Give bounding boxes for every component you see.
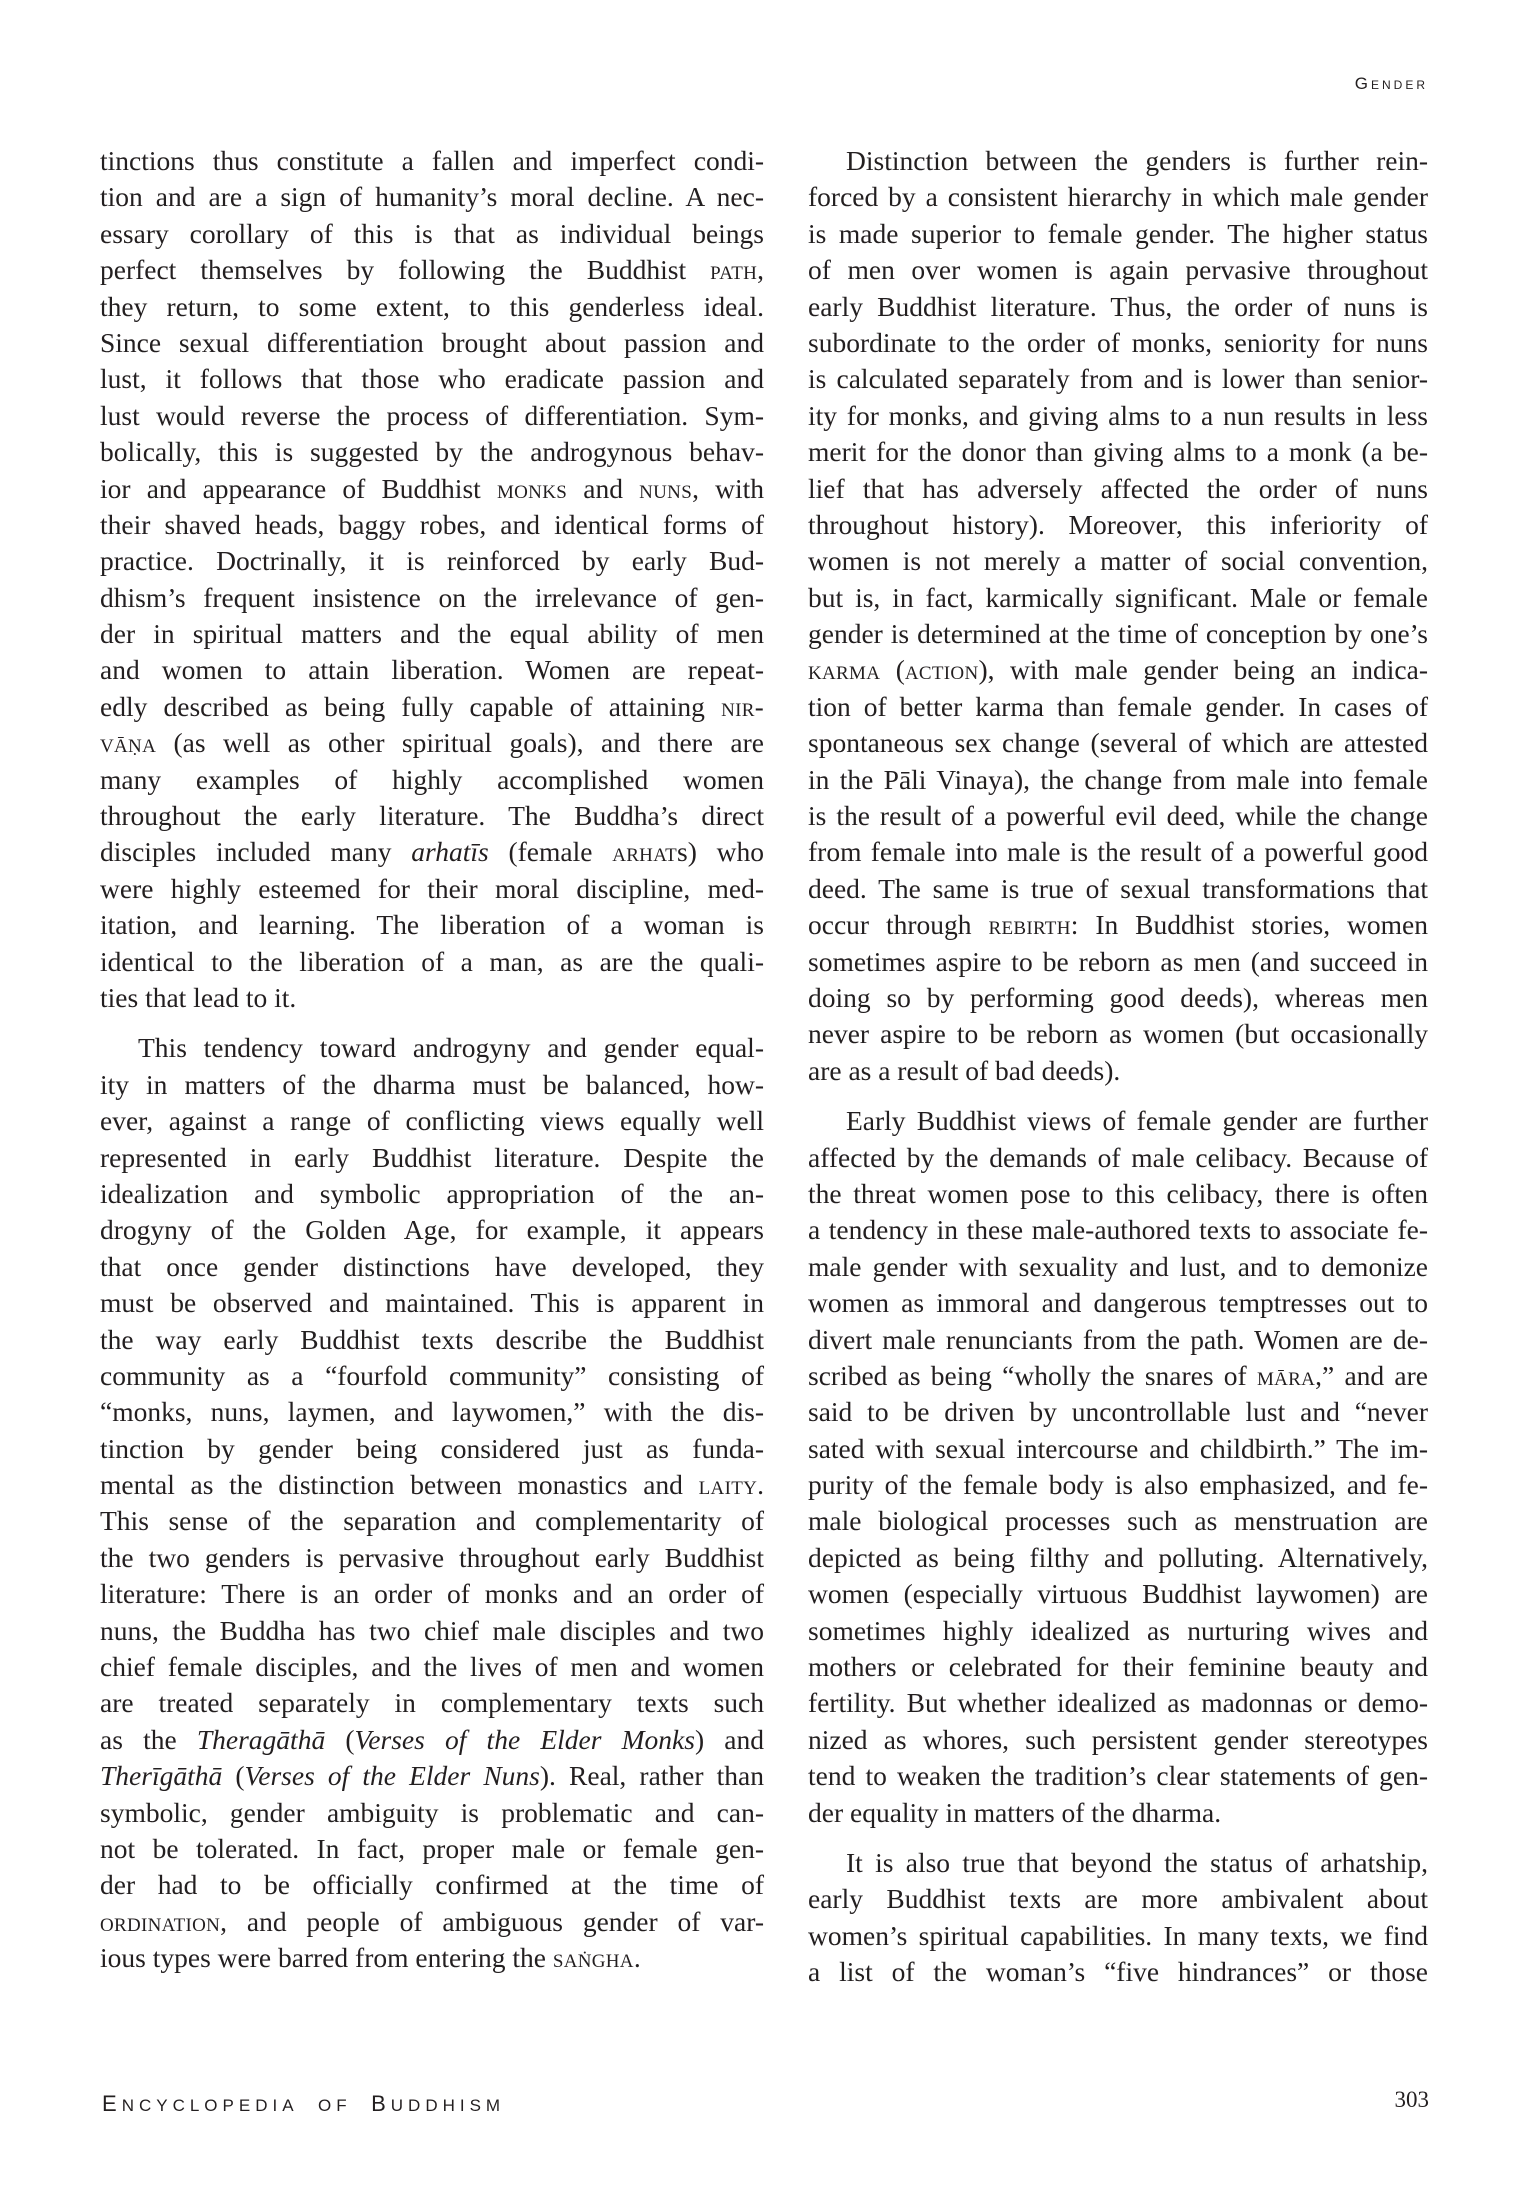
text-run: purity of the female body is also emphasized, and fe- bbox=[808, 1469, 1428, 1501]
italic-text: Theragāthā bbox=[196, 1723, 326, 1755]
text-run: women is not merely a matter of social convention, bbox=[808, 545, 1428, 577]
book-title-word: OF bbox=[318, 2096, 352, 2115]
text-run: perfect themselves by following the Buddhist bbox=[100, 254, 711, 286]
text-run: the two genders is pervasive throughout early Buddhist bbox=[100, 1541, 764, 1573]
text-run: ), with male gender being an indica- bbox=[978, 654, 1428, 686]
text-line bbox=[808, 1212, 1428, 1248]
text-run: subordinate to the order of monks, seniority for nuns bbox=[808, 326, 1428, 358]
text-line bbox=[100, 1722, 764, 1758]
text-run: sometimes highly idealized as nurturing wives and bbox=[808, 1614, 1428, 1646]
text-run: . bbox=[633, 1942, 641, 1974]
text-line bbox=[808, 652, 1428, 688]
text-line bbox=[100, 1940, 764, 1976]
text-line bbox=[100, 762, 764, 798]
text-line bbox=[808, 1540, 1428, 1576]
text-run: merit for the donor than giving alms to a monk (a be- bbox=[808, 436, 1428, 468]
text-line bbox=[100, 1467, 764, 1503]
text-line bbox=[808, 1140, 1428, 1176]
text-column-right bbox=[808, 143, 1428, 1991]
text-run: divert male renunciants from the path. Women are de- bbox=[808, 1323, 1428, 1355]
text-line bbox=[100, 252, 764, 288]
text-run: drogyny of the Golden Age, for example, it appears bbox=[100, 1214, 764, 1246]
text-line bbox=[100, 1831, 764, 1867]
text-run: early Buddhist literature. Thus, the order of nuns is bbox=[808, 290, 1428, 322]
text-run: , and people of ambiguous gender of var- bbox=[220, 1905, 764, 1937]
italic-text: Verses of the Elder Nuns bbox=[244, 1760, 540, 1792]
text-run: ( bbox=[325, 1723, 355, 1755]
text-run: identical to the liberation of a man, as are the quali- bbox=[100, 945, 764, 977]
text-run: represented in early Buddhist literature. Despite the bbox=[100, 1141, 764, 1173]
text-line bbox=[100, 179, 764, 215]
text-run: edly described as being fully capable of attaining bbox=[100, 690, 722, 722]
book-title-footer bbox=[102, 2091, 505, 2117]
text-line bbox=[100, 1394, 764, 1430]
text-run: is the result of a powerful evil deed, while the change bbox=[808, 800, 1428, 832]
text-run: throughout history). Moreover, this inferiority of bbox=[808, 508, 1428, 540]
text-run: ior and appearance of Buddhist bbox=[100, 472, 497, 504]
text-line bbox=[100, 834, 764, 870]
text-line bbox=[100, 1030, 764, 1066]
text-line bbox=[100, 871, 764, 907]
text-run: dhism’s frequent insistence on the irrelevance of gen- bbox=[100, 581, 764, 613]
text-line bbox=[100, 1613, 764, 1649]
text-run: are treated separately in complementary texts such bbox=[100, 1687, 764, 1719]
running-head: Gender bbox=[1354, 74, 1428, 93]
text-run: ious types were barred from entering the bbox=[100, 1942, 553, 1974]
text-run: affected by the demands of male celibacy. Because of bbox=[808, 1141, 1428, 1173]
text-line bbox=[100, 1431, 764, 1467]
text-line bbox=[808, 1016, 1428, 1052]
text-run: forced by a consistent hierarchy in which male gender bbox=[808, 181, 1428, 213]
text-line bbox=[808, 325, 1428, 361]
text-run: said to be driven by uncontrollable lust and “never bbox=[808, 1396, 1428, 1428]
text-run: symbolic, gender ambiguity is problematic and can- bbox=[100, 1796, 764, 1828]
text-run: Since sexual differentiation brought about passion and bbox=[100, 326, 764, 358]
text-line bbox=[808, 1103, 1428, 1139]
text-run: Early Buddhist views of female gender are further bbox=[846, 1105, 1428, 1137]
text-run: nized as whores, such persistent gender stereotypes bbox=[808, 1723, 1428, 1755]
cross-reference: path bbox=[710, 255, 758, 286]
text-line bbox=[100, 361, 764, 397]
text-line bbox=[808, 689, 1428, 725]
text-line bbox=[808, 1845, 1428, 1881]
text-line bbox=[808, 1685, 1428, 1721]
text-line bbox=[100, 471, 764, 507]
cross-reference: laity bbox=[698, 1470, 758, 1501]
book-title-word: ENCYCLOPEDIA bbox=[102, 2091, 299, 2116]
text-line bbox=[100, 1758, 764, 1794]
text-run: lust would reverse the process of differentiation. Sym- bbox=[100, 399, 764, 431]
text-line bbox=[808, 1918, 1428, 1954]
text-line bbox=[808, 1722, 1428, 1758]
cross-reference: action bbox=[904, 655, 979, 686]
text-line bbox=[808, 289, 1428, 325]
text-run: s) who bbox=[677, 836, 764, 868]
text-line bbox=[808, 944, 1428, 980]
text-run: many examples of highly accomplished women bbox=[100, 763, 764, 795]
text-run: women (especially virtuous Buddhist laywomen) are bbox=[808, 1578, 1428, 1610]
text-run: of men over women is again pervasive throughout bbox=[808, 254, 1428, 286]
text-run: itation, and learning. The liberation of a woman is bbox=[100, 909, 764, 941]
text-run: ) and bbox=[694, 1723, 764, 1755]
text-run: disciples included many bbox=[100, 836, 412, 868]
text-line bbox=[808, 179, 1428, 215]
text-line bbox=[808, 1053, 1428, 1089]
cross-reference: rebirth bbox=[988, 910, 1071, 941]
text-line bbox=[808, 1176, 1428, 1212]
text-run: bolically, this is suggested by the androgynous behav- bbox=[100, 436, 764, 468]
text-run: tend to weaken the tradition’s clear statements of gen- bbox=[808, 1760, 1428, 1792]
cross-reference: monks bbox=[496, 473, 568, 504]
text-run: mothers or celebrated for their feminine beauty and bbox=[808, 1651, 1428, 1683]
italic-text: Therīgāthā bbox=[100, 1760, 223, 1792]
text-run: tion of better karma than female gender. In cases of bbox=[808, 690, 1428, 722]
text-line bbox=[808, 1613, 1428, 1649]
text-run: women’s spiritual capabilities. In many texts, we find bbox=[808, 1919, 1428, 1951]
text-run: were highly esteemed for their moral discipline, med- bbox=[100, 872, 764, 904]
text-run: the way early Buddhist texts describe the Buddhist bbox=[100, 1323, 764, 1355]
text-line bbox=[100, 325, 764, 361]
text-line bbox=[100, 652, 764, 688]
text-line bbox=[808, 1576, 1428, 1612]
text-line bbox=[808, 580, 1428, 616]
text-run: lief that has adversely affected the order of nuns bbox=[808, 472, 1428, 504]
text-line bbox=[100, 507, 764, 543]
paragraph bbox=[808, 1845, 1428, 1991]
text-run: fertility. But whether idealized as madonnas or demo- bbox=[808, 1687, 1428, 1719]
text-line bbox=[100, 1685, 764, 1721]
text-line bbox=[100, 1503, 764, 1539]
text-run: “monks, nuns, laymen, and laywomen,” with the dis- bbox=[100, 1396, 764, 1428]
text-run: This sense of the separation and complementarity of bbox=[100, 1505, 764, 1537]
text-line bbox=[808, 216, 1428, 252]
text-line bbox=[100, 689, 764, 725]
text-line bbox=[808, 1503, 1428, 1539]
text-run: they return, to some extent, to this genderless ideal. bbox=[100, 290, 764, 322]
text-run: and women to attain liberation. Women are repeat- bbox=[100, 654, 764, 686]
text-run: women as immoral and dangerous temptresses out to bbox=[808, 1287, 1428, 1319]
text-run: never aspire to be reborn as women (but occasionally bbox=[808, 1018, 1428, 1050]
text-run: is calculated separately from and is lower than senior- bbox=[808, 363, 1428, 395]
italic-text: arhatīs bbox=[411, 836, 489, 868]
text-line bbox=[100, 1576, 764, 1612]
text-line bbox=[808, 143, 1428, 179]
text-line bbox=[100, 1795, 764, 1831]
text-run: . bbox=[757, 1469, 764, 1501]
text-line bbox=[100, 907, 764, 943]
text-run: and bbox=[567, 472, 640, 504]
text-line bbox=[808, 507, 1428, 543]
text-line bbox=[100, 1540, 764, 1576]
text-line bbox=[808, 834, 1428, 870]
text-run: chief female disciples, and the lives of men and women bbox=[100, 1651, 764, 1683]
text-run: (as well as other spiritual goals), and there are bbox=[156, 727, 764, 759]
text-run: practice. Doctrinally, it is reinforced by early Bud- bbox=[100, 545, 764, 577]
text-line bbox=[808, 1954, 1428, 1990]
text-line bbox=[100, 1249, 764, 1285]
cross-reference: karma bbox=[808, 655, 881, 686]
text-run: ( bbox=[222, 1760, 245, 1792]
paragraph bbox=[100, 1030, 764, 1976]
text-line bbox=[808, 1467, 1428, 1503]
text-run: must be observed and maintained. This is apparent in bbox=[100, 1287, 764, 1319]
text-line bbox=[100, 1649, 764, 1685]
text-line bbox=[100, 398, 764, 434]
text-line bbox=[808, 725, 1428, 761]
text-line bbox=[100, 216, 764, 252]
text-run: der had to be officially confirmed at the time of bbox=[100, 1869, 764, 1901]
text-run: ties that lead to it. bbox=[100, 981, 297, 1013]
text-line bbox=[808, 1322, 1428, 1358]
text-line bbox=[100, 1067, 764, 1103]
text-run: , bbox=[757, 254, 764, 286]
text-column-left bbox=[100, 143, 764, 1977]
text-line bbox=[808, 980, 1428, 1016]
text-run: gender is determined at the time of conception by one’s bbox=[808, 618, 1428, 650]
text-run: in the Pāli Vinaya), the change from male into female bbox=[808, 763, 1428, 795]
text-line bbox=[100, 1285, 764, 1321]
text-line bbox=[808, 1758, 1428, 1794]
text-line bbox=[100, 543, 764, 579]
text-line bbox=[100, 1322, 764, 1358]
text-line bbox=[100, 1212, 764, 1248]
text-line bbox=[100, 1103, 764, 1139]
text-line bbox=[808, 871, 1428, 907]
text-run: male biological processes such as menstruation are bbox=[808, 1505, 1428, 1537]
text-line bbox=[100, 434, 764, 470]
text-line bbox=[808, 434, 1428, 470]
text-line bbox=[808, 762, 1428, 798]
text-run: doing so by performing good deeds), whereas men bbox=[808, 981, 1428, 1013]
text-run: ,” and are bbox=[1315, 1359, 1428, 1391]
paragraph bbox=[100, 143, 764, 1016]
text-run: are as a result of bad deeds). bbox=[808, 1054, 1121, 1086]
text-run: Distinction between the genders is further rein- bbox=[846, 145, 1428, 176]
text-run: that once gender distinctions have developed, they bbox=[100, 1250, 764, 1282]
text-line bbox=[808, 1394, 1428, 1430]
text-run: throughout the early literature. The Buddha’s direct bbox=[100, 800, 764, 832]
text-line bbox=[808, 252, 1428, 288]
text-run: the threat women pose to this celibacy, there is often bbox=[808, 1177, 1428, 1209]
text-run: nuns, the Buddha has two chief male disciples and two bbox=[100, 1614, 764, 1646]
text-run: spontaneous sex change (several of which are attested bbox=[808, 727, 1428, 759]
text-run: deed. The same is true of sexual transformations that bbox=[808, 872, 1428, 904]
text-line bbox=[100, 289, 764, 325]
text-run: : In Buddhist stories, women bbox=[1070, 909, 1428, 941]
text-run: a tendency in these male-authored texts to associate fe- bbox=[808, 1214, 1428, 1246]
paragraph bbox=[808, 1103, 1428, 1831]
text-line bbox=[808, 1881, 1428, 1917]
text-run: male gender with sexuality and lust, and to demonize bbox=[808, 1250, 1428, 1282]
text-line bbox=[808, 1285, 1428, 1321]
text-run: community as a “fourfold community” consisting of bbox=[100, 1359, 764, 1391]
cross-reference: māra bbox=[1256, 1360, 1316, 1391]
text-run: sometimes aspire to be reborn as men (and succeed in bbox=[808, 945, 1428, 977]
book-title-word: BUDDHISM bbox=[371, 2091, 506, 2116]
text-run: tinction by gender being considered just as funda- bbox=[100, 1432, 764, 1464]
text-run: der in spiritual matters and the equal ability of men bbox=[100, 618, 764, 650]
text-line bbox=[100, 616, 764, 652]
text-run: not be tolerated. In fact, proper male or female gen- bbox=[100, 1832, 764, 1864]
cross-reference: vāṇa bbox=[100, 728, 157, 759]
text-run: ity in matters of the dharma must be balanced, how- bbox=[100, 1068, 764, 1100]
text-line bbox=[808, 907, 1428, 943]
text-run: ity for monks, and giving alms to a nun results in less bbox=[808, 399, 1428, 431]
text-line bbox=[808, 798, 1428, 834]
text-run: , with bbox=[692, 472, 764, 504]
text-run: from female into male is the result of a powerful good bbox=[808, 836, 1428, 868]
text-line bbox=[100, 980, 764, 1016]
italic-text: Verses of the Elder Monks bbox=[354, 1723, 695, 1755]
text-line bbox=[100, 1867, 764, 1903]
text-run: ). Real, rather than bbox=[539, 1760, 764, 1792]
text-run: ( bbox=[880, 654, 905, 686]
text-line bbox=[100, 580, 764, 616]
page-number: 303 bbox=[1394, 2087, 1429, 2112]
text-run: scribed as being “wholly the snares of bbox=[808, 1359, 1257, 1391]
cross-reference: arhat bbox=[612, 837, 678, 868]
text-run: depicted as being filthy and polluting. Alternatively, bbox=[808, 1541, 1428, 1573]
text-run: a list of the woman’s “five hindrances” or those bbox=[808, 1956, 1428, 1988]
text-line bbox=[808, 398, 1428, 434]
cross-reference: ordination bbox=[100, 1906, 221, 1937]
text-line bbox=[808, 1249, 1428, 1285]
text-line bbox=[808, 1649, 1428, 1685]
text-line bbox=[100, 725, 764, 761]
text-run: der equality in matters of the dharma. bbox=[808, 1796, 1222, 1828]
text-run: It is also true that beyond the status of arhatship, bbox=[846, 1846, 1428, 1878]
text-line bbox=[808, 1795, 1428, 1831]
text-line bbox=[100, 944, 764, 980]
text-run: tion and are a sign of humanity’s moral decline. A nec- bbox=[100, 181, 764, 213]
text-run: (female bbox=[488, 836, 613, 868]
text-line bbox=[808, 1358, 1428, 1394]
text-run: mental as the distinction between monastics and bbox=[100, 1469, 699, 1501]
text-run: tinctions thus constitute a fallen and imperfect condi- bbox=[100, 145, 764, 176]
text-run: occur through bbox=[808, 909, 989, 941]
cross-reference: nir- bbox=[721, 691, 764, 722]
text-run: but is, in fact, karmically significant. Male or female bbox=[808, 581, 1428, 613]
text-run: ever, against a range of conflicting views equally well bbox=[100, 1105, 764, 1137]
text-run: essary corollary of this is that as individual beings bbox=[100, 217, 764, 249]
text-line bbox=[808, 543, 1428, 579]
paragraph bbox=[808, 143, 1428, 1089]
text-run: their shaved heads, baggy robes, and identical forms of bbox=[100, 508, 764, 540]
text-run: as the bbox=[100, 1723, 197, 1755]
text-line bbox=[808, 616, 1428, 652]
cross-reference: saṅgha bbox=[552, 1943, 634, 1974]
text-run: sated with sexual intercourse and childbirth.” The im- bbox=[808, 1432, 1428, 1464]
text-run: This tendency toward androgyny and gender equal- bbox=[138, 1032, 764, 1064]
text-line bbox=[100, 1140, 764, 1176]
text-run: is made superior to female gender. The higher status bbox=[808, 217, 1428, 249]
text-run: early Buddhist texts are more ambivalent about bbox=[808, 1883, 1428, 1915]
text-line bbox=[100, 798, 764, 834]
text-run: lust, it follows that those who eradicate passion and bbox=[100, 363, 764, 395]
cross-reference: nuns bbox=[639, 473, 693, 504]
text-run: literature: There is an order of monks and an order of bbox=[100, 1578, 764, 1610]
text-line bbox=[100, 143, 764, 179]
text-line bbox=[808, 1431, 1428, 1467]
text-line bbox=[100, 1904, 764, 1940]
text-line bbox=[808, 361, 1428, 397]
text-line bbox=[808, 471, 1428, 507]
text-line bbox=[100, 1176, 764, 1212]
text-line bbox=[100, 1358, 764, 1394]
text-run: idealization and symbolic appropriation of the an- bbox=[100, 1177, 764, 1209]
